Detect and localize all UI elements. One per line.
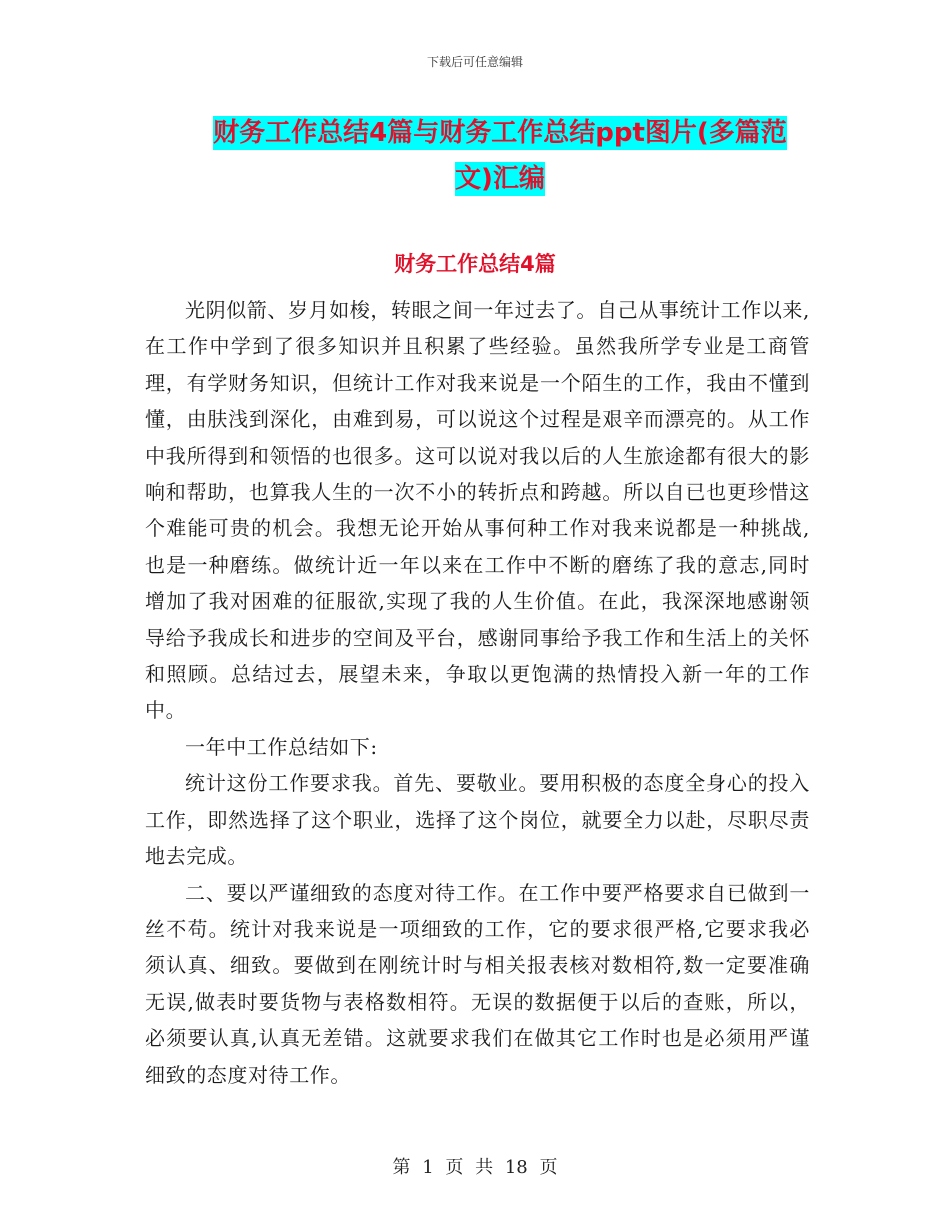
document-body — [145, 292, 810, 1093]
page-footer: 第 1 页 共 18 页 — [392, 1157, 558, 1178]
paragraph-2: 一年中工作总结如下: — [185, 734, 378, 759]
paragraph-3: 统计这份工作要求我。首先、要敬业。要用积极的态度全身心的投入工作，即然选择了这个职业，选择了这个岗位，就要全力以赴，尽职尽责地去完成。 — [145, 771, 810, 869]
section-title: 财务工作总结4篇 — [394, 252, 556, 276]
paragraph-4: 二、要以严谨细致的态度对待工作。在工作中要严格要求自已做到一丝不苟。统计对我来说是一项细致的工作，它的要求很严格,它要求我必须认真、细致。要做到在刚统计时与相关报表核对数相符,数一定要准确无误,做表时要货物与表格数相符。无误的数据便于以后的查账，所以，必须要认真,认真无差错。这就要求我们在做其它工作时也是必须用严谨细致的态度对待工作。 — [145, 880, 810, 1087]
document-title — [200, 110, 800, 202]
header-note: 下载后可任意编辑 — [426, 55, 523, 69]
document-title-text: 财务工作总结4篇与财务工作总结ppt图片(多篇范文)汇编 — [213, 118, 787, 194]
paragraph-1: 光阴似箭、岁月如梭，转眼之间一年过去了。自己从事统计工作以来,在工作中学到了很多知识并且积累了些经验。虽然我所学专业是工商管理，有学财务知识，但统计工作对我来说是一个陌生的工作，我由不懂到懂，由肤浅到深化，由难到易，可以说这个过程是艰辛而漂亮的。从工作中我所得到和领悟的也很多。这可以说对我以后的人生旅途都有很大的影响和帮助，也算我人生的一次不小的转折点和跨越。所以自已也更珍惜这个难能可贵的机会。我想无论开始从事何种工作对我来说都是一种挑战,也是一种磨练。做统计近一年以来在工作中不断的磨练了我的意志,同时增加了我对困难的征服欲,实现了我的人生价值。在此，我深深地感谢领导给予我成长和进步的空间及平台，感谢同事给予我工作和生活上的关怀和照顾。总结过去，展望未来，争取以更饱满的热情投入新一年的工作中。 — [145, 298, 810, 723]
